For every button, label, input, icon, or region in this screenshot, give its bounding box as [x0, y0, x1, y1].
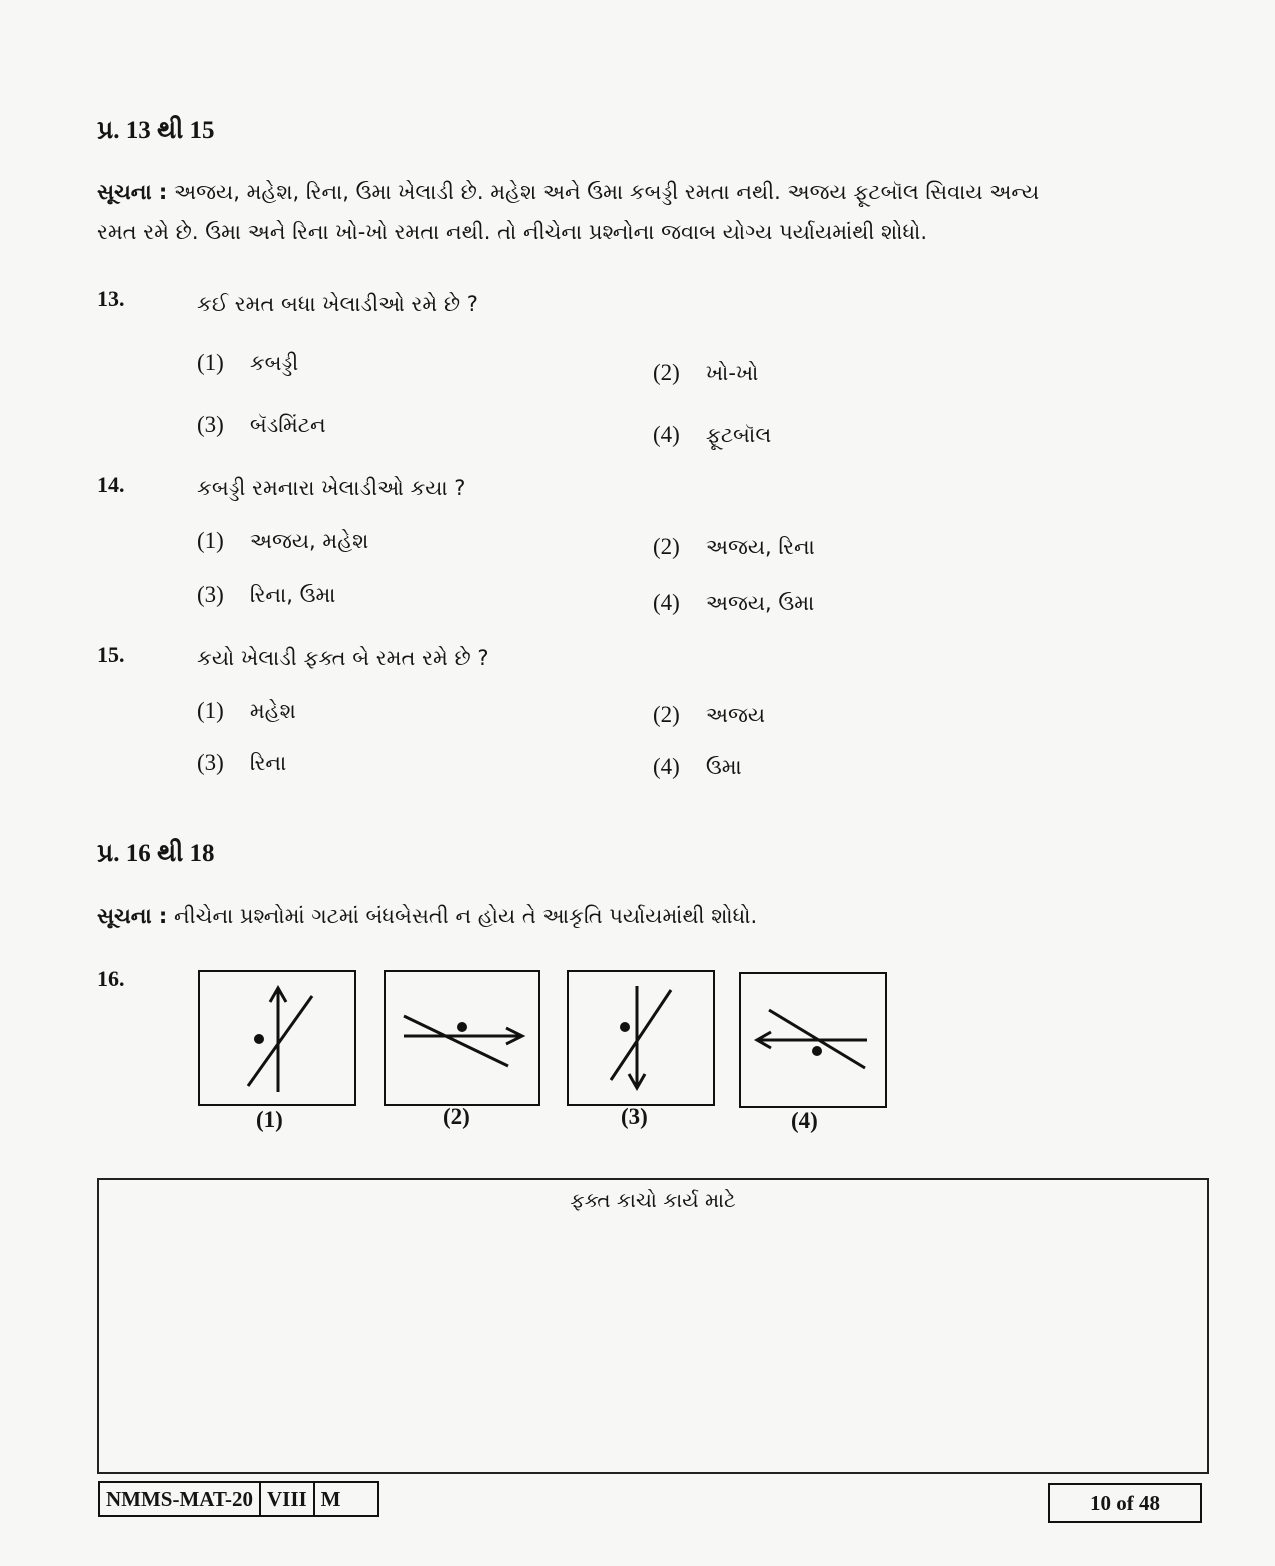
option-text: અજય, મહેશ	[249, 529, 369, 553]
exam-class: VIII	[259, 1483, 313, 1515]
option-item	[653, 702, 765, 728]
option-item	[197, 582, 335, 608]
exam-medium: M	[313, 1483, 377, 1515]
exam-code-box	[98, 1481, 379, 1517]
question-text: કયો ખેલાડી ફક્ત બે રમત રમે છે ?	[197, 646, 489, 670]
figure-option-1	[198, 970, 356, 1106]
option-text: રિના, ઉમા	[249, 583, 336, 607]
option-item	[653, 422, 771, 448]
question-number: 16.	[97, 966, 125, 991]
question-text: કઈ રમત બધા ખેલાડીઓ રમે છે ?	[197, 292, 478, 316]
instruction-text: નીચેના પ્રશ્નોમાં ગટમાં બંધબેસતી ન હોય તે આકૃતિ પર્યાયમાંથી શોધો.	[174, 904, 758, 928]
option-text: ખો-ખો	[705, 361, 759, 385]
option-number: (4)	[653, 754, 680, 779]
option-number: (2)	[653, 702, 680, 727]
instruction-label: સૂચના :	[97, 180, 168, 204]
option-item	[653, 754, 742, 780]
option-number: (2)	[653, 360, 680, 385]
figure-label-3: (3)	[621, 1104, 648, 1129]
option-item	[197, 350, 298, 376]
figure-3-drawing	[569, 972, 713, 1104]
option-number: (3)	[197, 582, 224, 607]
instruction-16-18	[97, 896, 757, 936]
figure-label-1: (1)	[256, 1107, 283, 1132]
option-number: (4)	[653, 590, 680, 615]
figure-option-2	[384, 970, 540, 1106]
question-number: 15.	[97, 642, 125, 667]
instruction-13-15	[97, 172, 1039, 212]
instruction-line-2: રમત રમે છે. ઉમા અને રિના ખો-ખો રમતા નથી. તો નીચેના પ્રશ્નોના જવાબ યોગ્ય પર્યાયમાંથી શોધો.	[97, 220, 927, 244]
page-number: 10 of 48	[1048, 1483, 1202, 1523]
section-heading-16-18: પ્ર. 16 થી 18	[97, 840, 215, 867]
instruction-line-1: અજય, મહેશ, રિના, ઉમા ખેલાડી છે. મહેશ અને ઉમા કબડ્ડી રમતા નથી. અજય ફૂટબૉલ સિવાય અન્ય	[174, 180, 1040, 204]
option-item	[197, 528, 368, 554]
figure-4-drawing	[741, 974, 885, 1106]
instruction-label: સૂચના :	[97, 904, 168, 928]
figure-label-2: (2)	[443, 1104, 470, 1129]
option-text: અજય, રિના	[705, 535, 815, 559]
option-text: બૅડમિંટન	[249, 413, 326, 437]
exam-code: NMMS-MAT-20	[106, 1487, 253, 1511]
figure-option-4	[739, 972, 887, 1108]
option-text: અજય, ઉમા	[705, 591, 815, 615]
option-text: અજય	[705, 703, 766, 727]
figure-1-drawing	[200, 972, 354, 1104]
option-number: (3)	[197, 750, 224, 775]
option-number: (1)	[197, 528, 224, 553]
figure-label-4: (4)	[791, 1108, 818, 1133]
option-number: (4)	[653, 422, 680, 447]
option-item	[197, 750, 286, 776]
question-number: 13.	[97, 286, 125, 311]
option-text: ફૂટબૉલ	[705, 423, 772, 447]
option-text: રિના	[249, 751, 287, 775]
question-text: કબડ્ડી રમનારા ખેલાડીઓ કયા ?	[197, 476, 466, 500]
question-number: 14.	[97, 472, 125, 497]
option-text: ઉમા	[705, 755, 742, 779]
option-text: મહેશ	[249, 699, 296, 723]
option-item	[197, 698, 296, 724]
section-heading-13-15: પ્ર. 13 થી 15	[97, 117, 215, 144]
figure-option-3	[567, 970, 715, 1106]
figure-2-drawing	[386, 972, 538, 1104]
option-number: (1)	[197, 350, 224, 375]
option-item	[653, 534, 815, 560]
option-text: કબડ્ડી	[249, 351, 299, 375]
option-item	[197, 412, 326, 438]
option-number: (2)	[653, 534, 680, 559]
option-item	[653, 590, 814, 616]
rough-work-box	[97, 1178, 1209, 1474]
option-item	[653, 360, 758, 386]
option-number: (3)	[197, 412, 224, 437]
option-number: (1)	[197, 698, 224, 723]
rough-work-title: ફક્ત કાચો કાર્ય માટે	[570, 1188, 736, 1212]
